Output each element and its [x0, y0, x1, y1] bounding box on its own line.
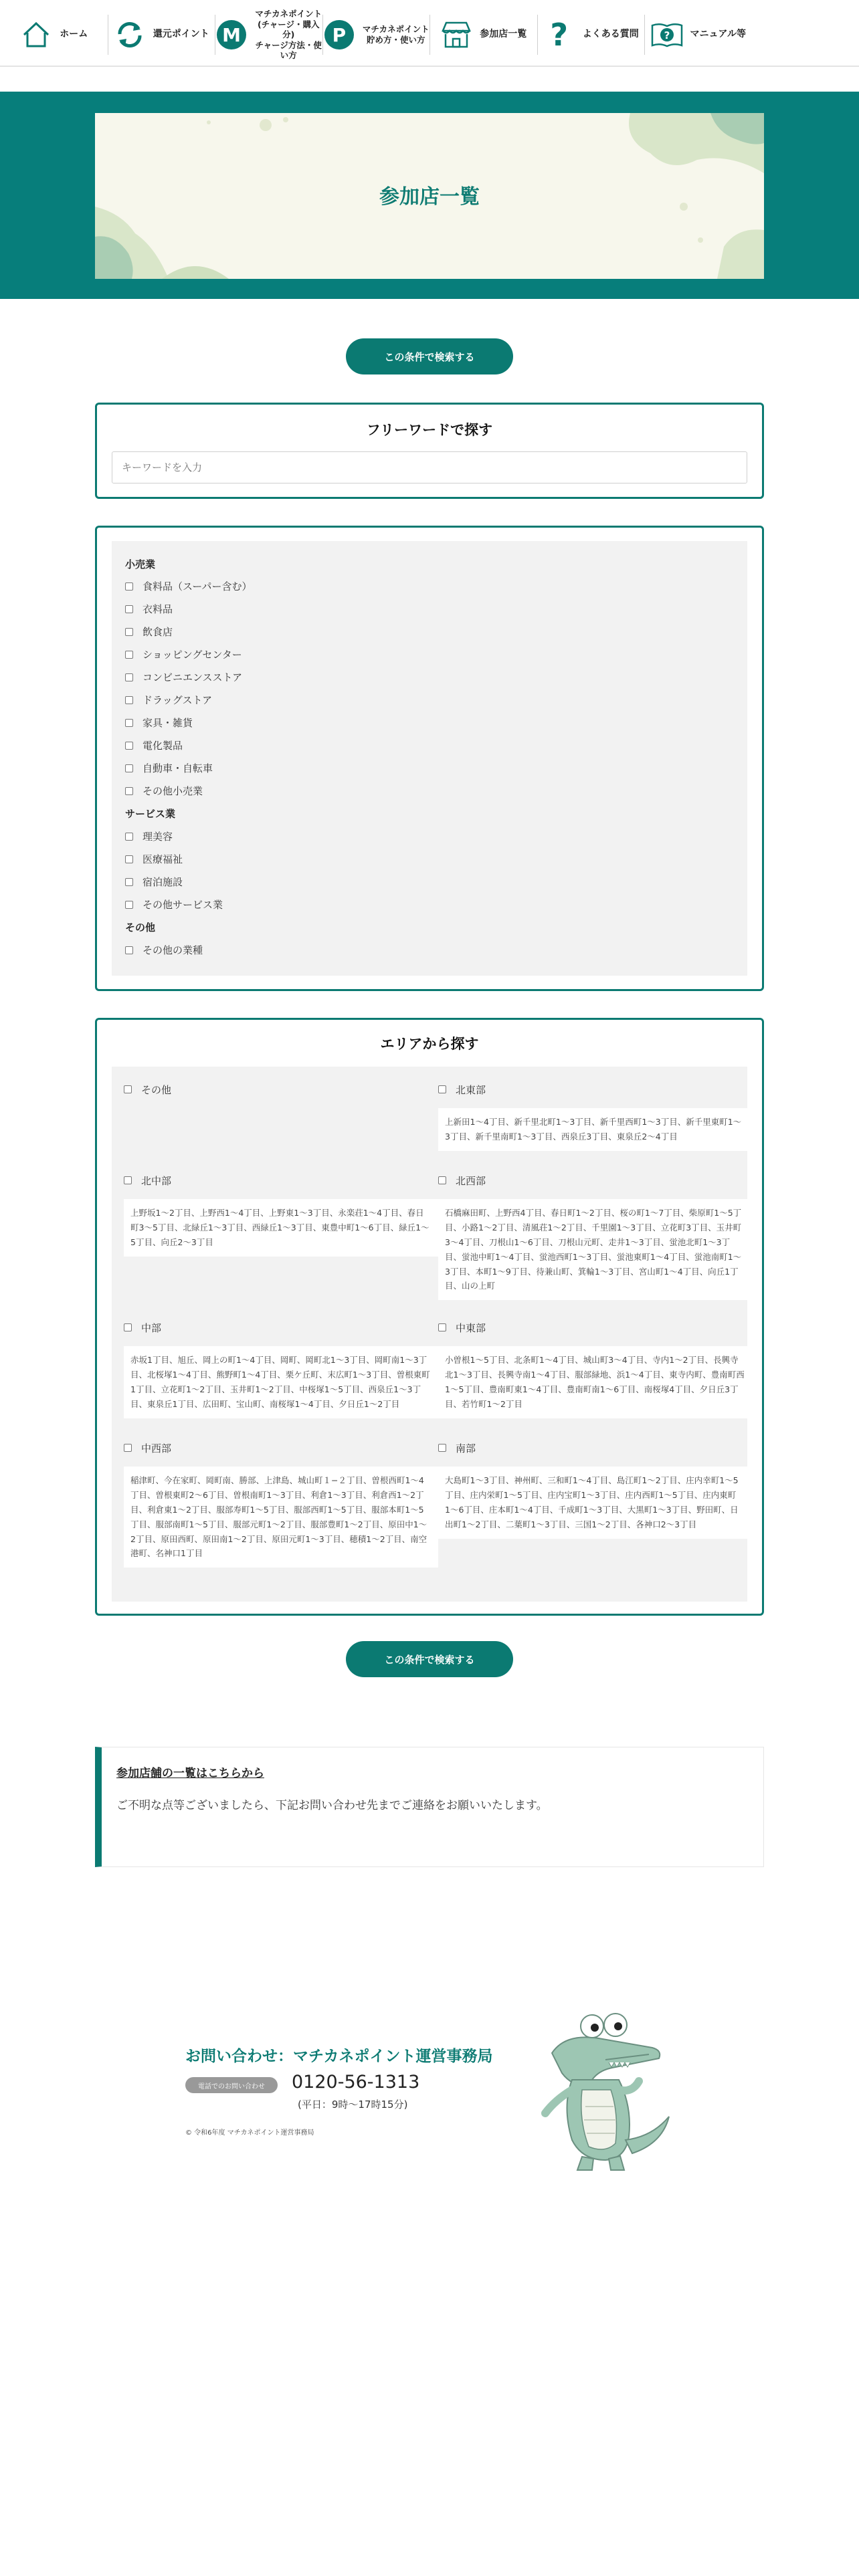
checkbox-label: 宿泊施設 [142, 876, 183, 888]
checkbox-label: ドラッグストア [142, 694, 213, 706]
checkbox[interactable] [438, 1444, 446, 1452]
checkbox-label: 自動車・自転車 [142, 762, 213, 774]
area-name: 南部 [456, 1442, 476, 1455]
shop-list-link[interactable]: 参加店舗の一覧はこちらから [116, 1767, 264, 1780]
checkbox[interactable] [125, 651, 133, 659]
category-panel [112, 541, 747, 976]
keyword-input[interactable] [112, 451, 747, 484]
footer [0, 1959, 859, 2173]
category-restaurant[interactable] [125, 625, 173, 639]
search-button-bottom[interactable]: この条件で検索する [346, 1641, 513, 1677]
checkbox[interactable] [125, 673, 133, 681]
checkbox-label: 電化製品 [142, 740, 183, 752]
crocodile-mascot-icon [525, 2006, 679, 2173]
area-name: 中西部 [141, 1442, 172, 1455]
hero-card [95, 113, 764, 279]
checkbox-label: 食料品（スーパー含む） [142, 580, 252, 593]
checkbox[interactable] [124, 1444, 132, 1452]
checkbox-label: コンビニエンスストア [142, 671, 243, 683]
checkbox-label: 飲食店 [142, 626, 173, 638]
area-central [124, 1321, 438, 1418]
category-other-industry[interactable] [125, 943, 203, 957]
area-name: 北東部 [456, 1083, 486, 1096]
area-description: 上新田1〜4丁目、新千里北町1〜3丁目、新千里西町1〜3丁目、新千里東町1〜3丁目、新千里南町1〜3丁目、西泉丘3丁目、東泉丘2〜4丁目 [438, 1108, 753, 1151]
checkbox-label: 医療福祉 [142, 853, 183, 865]
area-northwest [438, 1174, 753, 1300]
category-other-retail[interactable] [125, 784, 203, 798]
nav-faq-label: よくある質問 [582, 29, 639, 40]
checkbox-label: 理美容 [142, 831, 173, 843]
area-northeast [438, 1083, 753, 1151]
tel-badge: 電話でのお問い合わせ [185, 2077, 278, 2093]
area-search-title: エリアから探す [380, 1036, 479, 1052]
global-nav [0, 0, 859, 67]
area-filter-box [95, 1018, 764, 1616]
area-north-central-checkbox[interactable] [124, 1174, 438, 1187]
copyright: © 令和6年度 マチカネポイント運営事務局 [185, 2129, 314, 2137]
checkbox[interactable] [438, 1323, 446, 1331]
area-central-west [124, 1441, 438, 1568]
checkbox[interactable] [124, 1176, 132, 1184]
notice-text: ご不明な点等ございましたら、下記お問い合わせ先までご連絡をお願いいたします。 [116, 1799, 548, 1812]
svg-text:?: ? [664, 29, 670, 41]
area-description: 上野坂1〜2丁目、上野西1〜4丁目、上野東1〜3丁目、永楽荘1〜4丁目、春日町3〜5丁目、北緑丘1〜3丁目、西緑丘1〜3丁目、東豊中町1〜6丁目、緑丘1〜5丁目、向丘2〜3丁目 [124, 1199, 438, 1257]
area-north-central [124, 1174, 438, 1257]
checkbox[interactable] [438, 1085, 446, 1093]
area-description: 稲津町、今在家町、岡町南、勝部、上津島、城山町１−２丁目、曽根西町1〜4丁目、曽根東町2〜6丁目、曽根南町1〜3丁目、利倉1〜3丁目、利倉西1〜2丁目、利倉東1〜2丁目、服部寿町1〜5丁目、服部西町1〜5丁目、服部本町1〜5丁目、服部南町1〜5丁目、服部元町1〜2丁目、服部豊町1〜2丁目、原田中1〜2丁目、原田西町、原田南1〜2丁目、原田元町1〜3丁目、穂積1〜2丁目、南空港町、名神口1丁目 [124, 1467, 438, 1568]
area-northeast-checkbox[interactable] [438, 1083, 753, 1096]
checkbox[interactable] [125, 833, 133, 841]
category-group-retail: 小売業 [125, 558, 156, 570]
nav-faq[interactable] [537, 0, 645, 66]
area-central-west-checkbox[interactable] [124, 1441, 438, 1455]
nav-home-label: ホーム [60, 29, 88, 40]
area-description: 小曽根1〜5丁目、北条町1〜4丁目、城山町3〜4丁目、寺内1〜2丁目、長興寺北1〜3丁目、長興寺南1〜4丁目、服部緑地、浜1〜4丁目、東寺内町、豊南町西1〜5丁目、豊南町東1〜4丁目、豊南町南1〜6丁目、南桜塚4丁目、夕日丘3丁目、若竹町1〜2丁目 [438, 1346, 753, 1418]
category-electronics[interactable] [125, 738, 183, 752]
keyword-search-box [95, 403, 764, 499]
keyword-search-title: フリーワードで探す [366, 422, 493, 438]
hero-banner [0, 92, 859, 299]
nav-shop-list-label: 参加店一覧 [480, 29, 527, 40]
manual-book-icon [650, 18, 684, 51]
category-lodging[interactable] [125, 875, 183, 889]
category-shopping-center[interactable] [125, 647, 242, 661]
category-group-other: その他 [125, 922, 156, 934]
category-auto-bicycle[interactable] [125, 761, 213, 775]
checkbox[interactable] [125, 719, 133, 727]
checkbox-label: 家具・雑貨 [142, 717, 193, 729]
area-south-checkbox[interactable] [438, 1441, 753, 1455]
area-name: 中東部 [456, 1321, 486, 1334]
checkbox-label: ショッピングセンター [142, 649, 242, 661]
checkbox[interactable] [438, 1176, 446, 1184]
checkbox-label: 衣料品 [142, 603, 173, 615]
area-name: 北西部 [456, 1174, 486, 1187]
category-drugstore[interactable] [125, 693, 212, 707]
category-convenience-store[interactable] [125, 670, 242, 684]
home-icon [19, 18, 53, 51]
checkbox[interactable] [125, 855, 133, 863]
checkbox[interactable] [124, 1323, 132, 1331]
nav-home[interactable] [0, 0, 108, 66]
tel-hours: (平日：9時〜17時15分) [298, 2099, 408, 2111]
m-circle-glyph: M [217, 20, 246, 49]
nav-shop-list[interactable] [430, 0, 537, 66]
p-circle-glyph: P [324, 20, 354, 49]
checkbox[interactable] [125, 946, 133, 954]
category-furniture[interactable] [125, 716, 193, 730]
area-central-checkbox[interactable] [124, 1321, 438, 1334]
area-name: その他 [141, 1083, 172, 1096]
nav-reward-points-label: 還元ポイント [153, 29, 209, 40]
checkbox[interactable] [125, 628, 133, 636]
area-name: 中部 [141, 1321, 162, 1334]
checkbox-label: その他小売業 [142, 785, 203, 797]
category-other-service[interactable] [125, 897, 223, 911]
area-northwest-checkbox[interactable] [438, 1174, 753, 1187]
category-food[interactable] [125, 579, 252, 593]
checkbox[interactable] [125, 787, 133, 795]
category-clothing[interactable] [125, 602, 173, 616]
area-central-east-checkbox[interactable] [438, 1321, 753, 1334]
contact-title: お問い合わせ：マチカネポイント運営事務局 [185, 2048, 493, 2065]
area-central-east [438, 1321, 753, 1418]
checkbox[interactable] [125, 764, 133, 772]
category-medical-welfare[interactable] [125, 852, 183, 866]
area-other [124, 1083, 438, 1096]
refresh-arrows-icon [113, 18, 147, 51]
area-panel [112, 1067, 747, 1602]
notice-box [95, 1747, 764, 1867]
area-name: 北中部 [141, 1174, 172, 1187]
nav-earn-points[interactable] [322, 0, 430, 66]
tel-number[interactable]: 0120-56-1313 [292, 2072, 420, 2092]
area-description: 石橋麻田町、上野西4丁目、春日町1〜2丁目、桜の町1〜7丁目、柴原町1〜5丁目、小路1〜2丁目、清風荘1〜2丁目、千里園1〜3丁目、立花町3丁目、玉井町3〜4丁目、刀根山1〜6丁目、刀根山元町、走井1〜3丁目、蛍池北町1〜3丁目、蛍池中町1〜4丁目、蛍池西町1〜3丁目、蛍池東町1〜4丁目、蛍池南町1〜3丁目、本町1〜9丁目、待兼山町、箕輪1〜3丁目、宮山町1〜4丁目、向丘1丁目、山の上町 [438, 1199, 753, 1300]
shop-icon [440, 18, 473, 51]
checkbox[interactable] [125, 901, 133, 909]
category-beauty[interactable] [125, 829, 173, 843]
area-description: 赤坂1丁目、旭丘、岡上の町1〜4丁目、岡町、岡町北1〜3丁目、岡町南1〜3丁目、北桜塚1〜4丁目、熊野町1〜4丁目、栗ケ丘町、末広町1〜3丁目、曽根東町1丁目、立花町1〜2丁目、玉井町1〜2丁目、中桜塚1〜5丁目、西泉丘1〜3丁目、東泉丘1丁目、広田町、宝山町、南桜塚1〜4丁目、夕日丘1〜2丁目 [124, 1346, 438, 1418]
nav-manual-label: マニュアル等 [690, 29, 746, 40]
checkbox-label: その他サービス業 [142, 899, 223, 911]
area-south [438, 1441, 753, 1539]
category-filter-box [95, 526, 764, 991]
nav-charge-points-label: マチカネポイント (チャージ・購入分) チャージ方法・使い方 [255, 8, 322, 61]
category-group-service: サービス業 [125, 808, 176, 820]
m-circle-icon [215, 18, 248, 51]
nav-charge-points[interactable] [215, 0, 322, 66]
question-icon: ? [550, 17, 569, 53]
checkbox-label: その他の業種 [142, 944, 203, 956]
checkbox[interactable] [125, 878, 133, 886]
search-button-top[interactable]: この条件で検索する [346, 338, 513, 374]
checkbox[interactable] [125, 605, 133, 613]
nav-manual[interactable] [644, 0, 752, 66]
checkbox[interactable] [124, 1085, 132, 1093]
area-other-checkbox[interactable] [124, 1083, 438, 1096]
nav-earn-points-label: マチカネポイント 貯め方・使い方 [362, 24, 430, 45]
page-title: 参加店一覧 [379, 185, 480, 209]
p-circle-icon [322, 18, 356, 51]
checkbox[interactable] [125, 582, 133, 591]
checkbox[interactable] [125, 696, 133, 704]
area-description: 大島町1〜3丁目、神州町、三和町1〜4丁目、島江町1〜2丁目、庄内幸町1〜5丁目、庄内栄町1〜5丁目、庄内宝町1〜3丁目、庄内西町1〜5丁目、庄内東町1〜6丁目、庄本町1〜4丁目、千成町1〜3丁目、大黒町1〜3丁目、野田町、日出町1〜2丁目、二葉町1〜3丁目、三国1〜2丁目、各神口2〜3丁目 [438, 1467, 753, 1539]
nav-reward-points[interactable] [108, 0, 215, 66]
checkbox[interactable] [125, 742, 133, 750]
